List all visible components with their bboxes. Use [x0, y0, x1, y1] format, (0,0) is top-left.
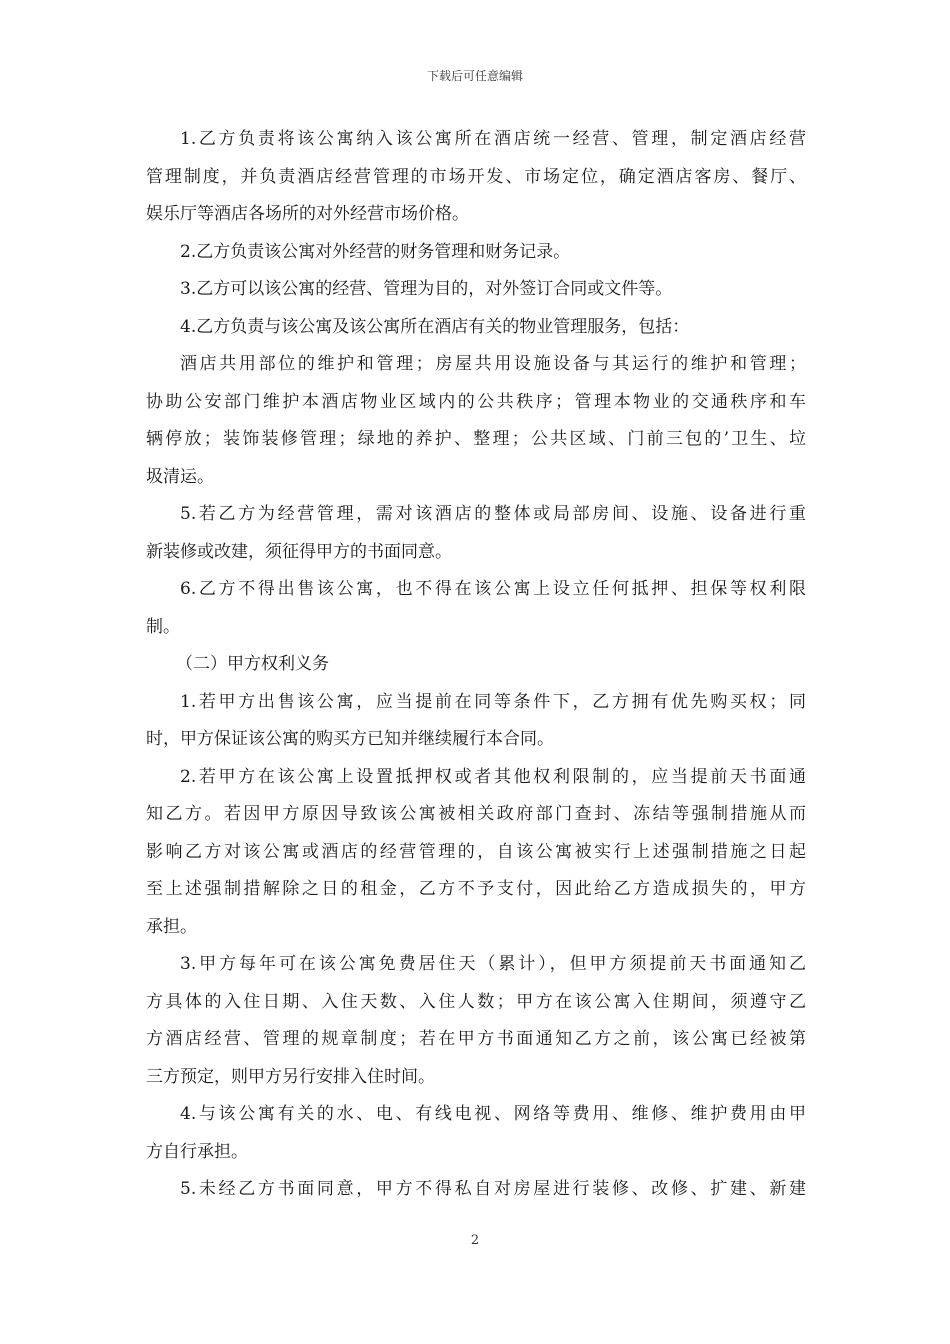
paragraph: [146, 121, 806, 234]
text-line: 新装修或改建，须征得甲方的书面同意。: [146, 541, 452, 562]
text-line: 方具体的入住日期、入住天数、入住人数；甲方在该公寓入住期间，须遵守乙: [146, 991, 806, 1012]
paragraph: [146, 271, 806, 309]
paragraph: [146, 234, 806, 272]
text-line: 3.乙方可以该公寓的经营、管理为目的，对外签订合同或文件等。: [180, 279, 673, 299]
text-line: 5.未经乙方书面同意，甲方不得私自对房屋进行装修、改修、扩建、新建: [180, 1179, 806, 1199]
text-line: 1.若甲方出售该公寓，应当提前在同等条件下，乙方拥有优先购买权；同: [180, 691, 806, 712]
text-line: 知乙方。若因甲方原因导致该公寓被相关政府部门查封、冻结等强制措施从而: [146, 804, 806, 824]
text-line: 协助公安部门维护本酒店物业区域内的公共秩序；管理本物业的交通秩序和车: [146, 391, 806, 412]
section-heading: [146, 646, 806, 684]
text-line: 三方预定，则甲方另行安排入住时间。: [146, 1066, 435, 1087]
paragraph: [146, 1171, 806, 1209]
text-line: 方自行承担。: [146, 1141, 248, 1162]
text-line: 管理制度，并负责酒店经营管理的市场开发、市场定位，确定酒店客房、餐厅、: [146, 166, 806, 187]
text-line: 娱乐厅等酒店各场所的对外经营市场价格。: [146, 204, 469, 224]
text-line: 酒店共用部位的维护和管理；房屋共用设施设备与其运行的维护和管理；: [180, 354, 806, 374]
paragraph: [146, 946, 806, 1096]
text-line: 4.乙方负责与该公寓及该公寓所在酒店有关的物业管理服务，包括：: [180, 316, 690, 337]
text-line: 至上述强制措解除之日的租金，乙方不予支付，因此给乙方造成损失的，甲方: [146, 879, 806, 899]
page-header: 下载后可任意编辑: [426, 69, 523, 83]
paragraph: [146, 309, 806, 347]
text-line: 1.乙方负责将该公寓纳入该公寓所在酒店统一经营、管理，制定酒店经营: [180, 129, 806, 149]
text-line: 制。: [146, 616, 180, 637]
paragraph: [146, 496, 806, 571]
text-line: 2.乙方负责该公寓对外经营的财务管理和财务记录。: [180, 241, 571, 262]
text-line: （二）甲方权利义务: [176, 654, 329, 674]
text-line: 5.若乙方为经营管理，需对该酒店的整体或局部房间、设施、设备进行重: [180, 504, 806, 524]
text-line: 2.若甲方在该公寓上设置抵押权或者其他权利限制的，应当提前天书面通: [180, 766, 806, 787]
paragraph: [146, 346, 806, 496]
text-line: 辆停放；装饰装修管理；绿地的养护、整理；公共区域、门前三包的’卫生、垃: [146, 429, 806, 449]
page-number: 2: [470, 1233, 480, 1248]
text-line: 影响乙方对该公寓或酒店的经营管理的，自该公寓被实行上述强制措施之日起: [146, 841, 806, 862]
paragraph: [146, 571, 806, 646]
text-line: 4.与该公寓有关的水、电、有线电视、网络等费用、维修、维护费用由甲: [180, 1104, 806, 1124]
document-body: [146, 121, 806, 1209]
text-line: 承担。: [146, 916, 197, 937]
paragraph: [146, 1096, 806, 1171]
paragraph: [146, 759, 806, 947]
text-line: 3.甲方每年可在该公寓免费居住天（累计），但甲方须提前天书面通知乙: [180, 954, 806, 974]
text-line: 方酒店经营、管理的规章制度；若在甲方书面通知乙方之前，该公寓已经被第: [146, 1029, 806, 1049]
paragraph: [146, 684, 806, 759]
text-line: 时，甲方保证该公寓的购买方已知并继续履行本合同。: [146, 729, 554, 749]
text-line: 6.乙方不得出售该公寓，也不得在该公寓上设立任何抵押、担保等权利限: [180, 579, 806, 599]
text-line: 圾清运。: [146, 466, 214, 487]
